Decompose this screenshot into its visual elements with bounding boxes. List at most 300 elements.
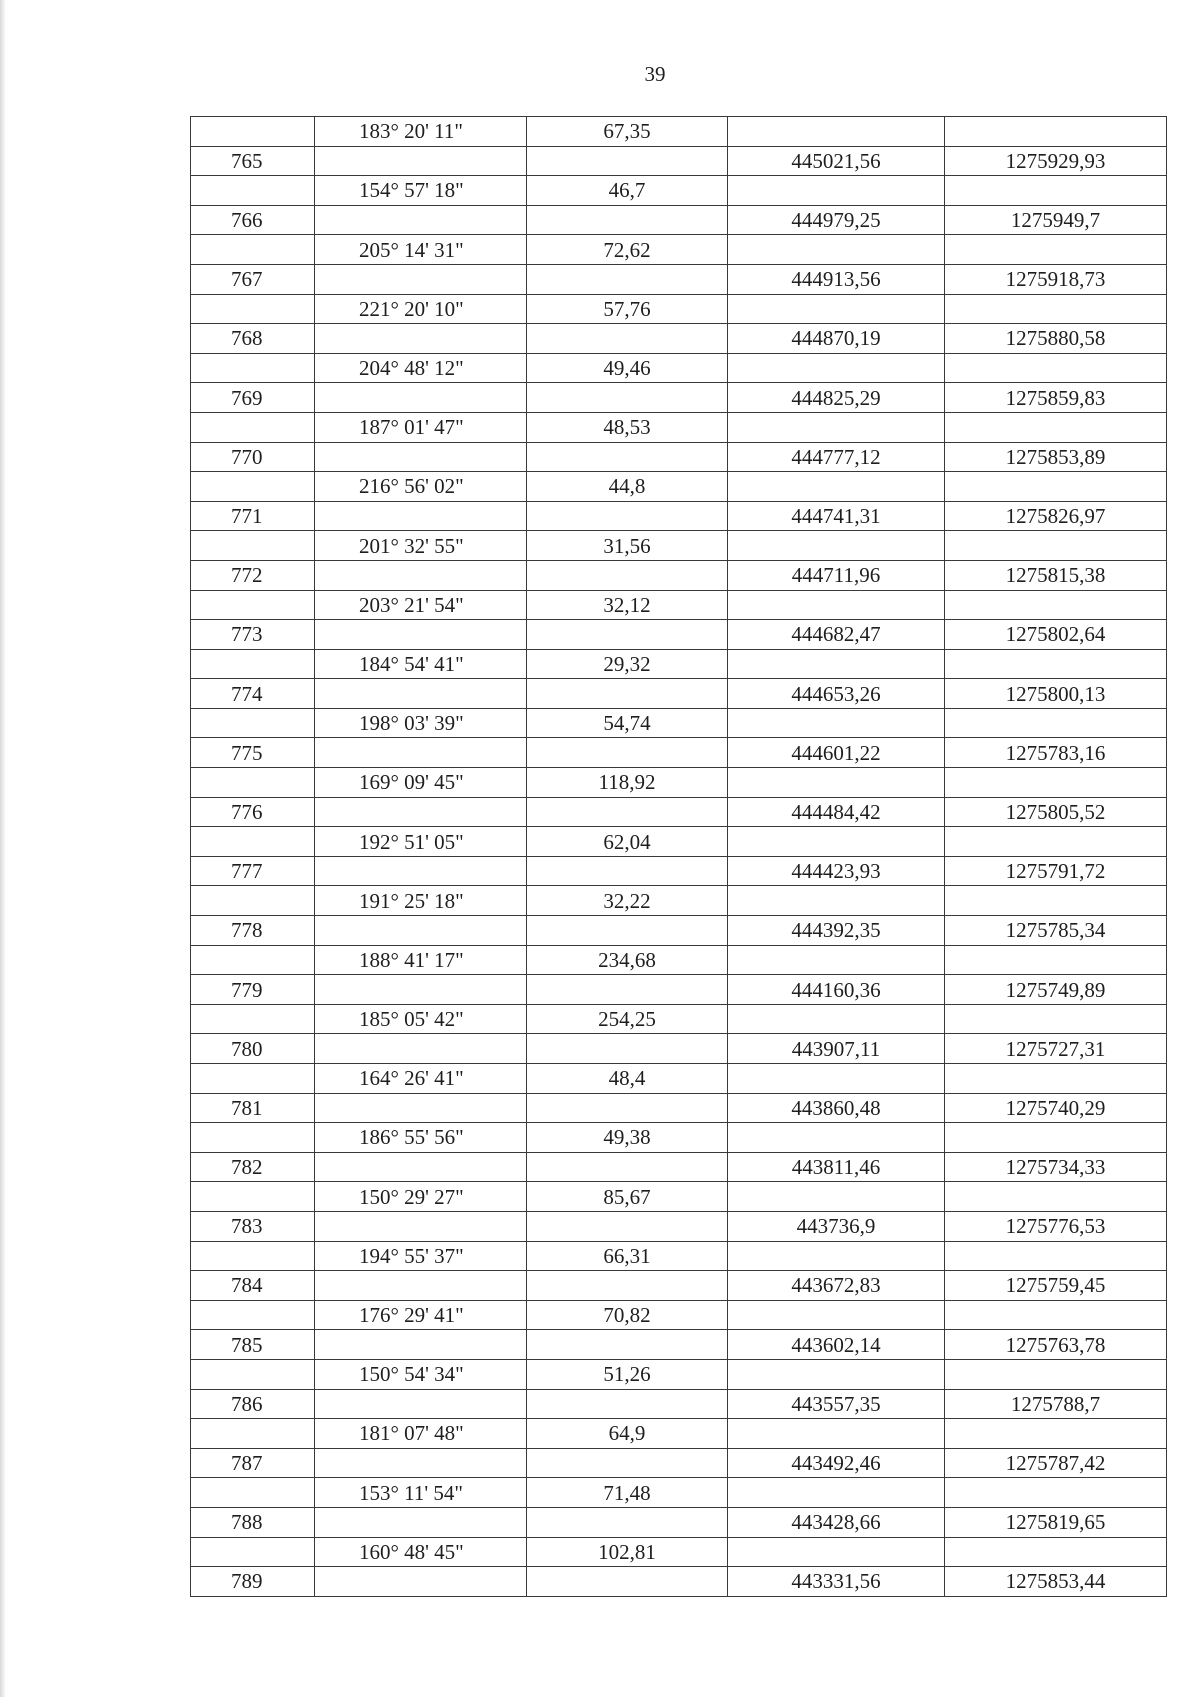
direction-angle-cell — [315, 1152, 527, 1182]
y-coordinate-cell: 1275787,42 — [945, 1448, 1167, 1478]
point-row — [191, 1034, 1167, 1064]
x-coordinate-cell: 443860,48 — [728, 1093, 945, 1123]
segment-row — [191, 1182, 1167, 1212]
x-coordinate-cell: 443672,83 — [728, 1271, 945, 1301]
distance-cell — [527, 560, 728, 590]
point-row — [191, 146, 1167, 176]
point-number-cell: 769 — [191, 383, 315, 413]
segment-row — [191, 590, 1167, 620]
x-coordinate-cell — [728, 768, 945, 798]
x-coordinate-cell: 444825,29 — [728, 383, 945, 413]
direction-angle-cell — [315, 620, 527, 650]
point-number-cell — [191, 412, 315, 442]
distance-cell — [527, 1152, 728, 1182]
direction-angle-cell: 154° 57' 18" — [315, 176, 527, 206]
direction-angle-cell: 191° 25' 18" — [315, 886, 527, 916]
point-number-cell: 770 — [191, 442, 315, 472]
y-coordinate-cell — [945, 353, 1167, 383]
point-row — [191, 264, 1167, 294]
x-coordinate-cell — [728, 886, 945, 916]
segment-row — [191, 1537, 1167, 1567]
distance-cell: 57,76 — [527, 294, 728, 324]
y-coordinate-cell — [945, 117, 1167, 147]
y-coordinate-cell: 1275918,73 — [945, 264, 1167, 294]
x-coordinate-cell: 445021,56 — [728, 146, 945, 176]
y-coordinate-cell — [945, 294, 1167, 324]
direction-angle-cell — [315, 738, 527, 768]
x-coordinate-cell — [728, 1004, 945, 1034]
point-number-cell — [191, 590, 315, 620]
point-number-cell: 783 — [191, 1211, 315, 1241]
x-coordinate-cell: 444979,25 — [728, 205, 945, 235]
y-coordinate-cell — [945, 412, 1167, 442]
segment-row — [191, 886, 1167, 916]
point-number-cell — [191, 886, 315, 916]
x-coordinate-cell: 444601,22 — [728, 738, 945, 768]
direction-angle-cell — [315, 1448, 527, 1478]
direction-angle-cell: 169° 09' 45" — [315, 768, 527, 798]
point-number-cell: 788 — [191, 1507, 315, 1537]
x-coordinate-cell — [728, 235, 945, 265]
x-coordinate-cell — [728, 1182, 945, 1212]
point-number-cell: 765 — [191, 146, 315, 176]
direction-angle-cell: 221° 20' 10" — [315, 294, 527, 324]
x-coordinate-cell — [728, 1064, 945, 1094]
y-coordinate-cell: 1275802,64 — [945, 620, 1167, 650]
point-row — [191, 856, 1167, 886]
y-coordinate-cell: 1275783,16 — [945, 738, 1167, 768]
x-coordinate-cell: 443492,46 — [728, 1448, 945, 1478]
distance-cell: 49,38 — [527, 1123, 728, 1153]
point-row — [191, 1152, 1167, 1182]
point-number-cell: 787 — [191, 1448, 315, 1478]
segment-row — [191, 531, 1167, 561]
point-row — [191, 1211, 1167, 1241]
distance-cell: 102,81 — [527, 1537, 728, 1567]
y-coordinate-cell: 1275819,65 — [945, 1507, 1167, 1537]
distance-cell — [527, 679, 728, 709]
distance-cell: 66,31 — [527, 1241, 728, 1271]
y-coordinate-cell: 1275800,13 — [945, 679, 1167, 709]
point-row — [191, 560, 1167, 590]
distance-cell — [527, 1567, 728, 1597]
point-number-cell: 767 — [191, 264, 315, 294]
segment-row — [191, 768, 1167, 798]
distance-cell — [527, 383, 728, 413]
y-coordinate-cell: 1275749,89 — [945, 975, 1167, 1005]
x-coordinate-cell — [728, 117, 945, 147]
y-coordinate-cell — [945, 1004, 1167, 1034]
point-row — [191, 620, 1167, 650]
direction-angle-cell — [315, 1330, 527, 1360]
y-coordinate-cell — [945, 1182, 1167, 1212]
direction-angle-cell — [315, 1507, 527, 1537]
point-number-cell — [191, 1004, 315, 1034]
point-number-cell — [191, 649, 315, 679]
x-coordinate-cell — [728, 1359, 945, 1389]
y-coordinate-cell: 1275776,53 — [945, 1211, 1167, 1241]
point-number-cell: 774 — [191, 679, 315, 709]
segment-row — [191, 294, 1167, 324]
y-coordinate-cell: 1275759,45 — [945, 1271, 1167, 1301]
segment-row — [191, 1241, 1167, 1271]
y-coordinate-cell — [945, 768, 1167, 798]
direction-angle-cell: 150° 29' 27" — [315, 1182, 527, 1212]
distance-cell — [527, 1507, 728, 1537]
segment-row — [191, 1004, 1167, 1034]
distance-cell: 85,67 — [527, 1182, 728, 1212]
direction-angle-cell: 201° 32' 55" — [315, 531, 527, 561]
point-number-cell — [191, 1419, 315, 1449]
x-coordinate-cell — [728, 176, 945, 206]
y-coordinate-cell — [945, 472, 1167, 502]
distance-cell: 118,92 — [527, 768, 728, 798]
segment-row — [191, 235, 1167, 265]
direction-angle-cell: 192° 51' 05" — [315, 827, 527, 857]
point-number-cell — [191, 1064, 315, 1094]
x-coordinate-cell — [728, 472, 945, 502]
point-number-cell: 785 — [191, 1330, 315, 1360]
y-coordinate-cell: 1275763,78 — [945, 1330, 1167, 1360]
direction-angle-cell — [315, 856, 527, 886]
y-coordinate-cell — [945, 1064, 1167, 1094]
y-coordinate-cell: 1275740,29 — [945, 1093, 1167, 1123]
x-coordinate-cell — [728, 1123, 945, 1153]
direction-angle-cell — [315, 383, 527, 413]
point-number-cell — [191, 1241, 315, 1271]
y-coordinate-cell: 1275805,52 — [945, 797, 1167, 827]
point-number-cell — [191, 353, 315, 383]
y-coordinate-cell: 1275734,33 — [945, 1152, 1167, 1182]
distance-cell — [527, 146, 728, 176]
distance-cell — [527, 916, 728, 946]
distance-cell: 54,74 — [527, 708, 728, 738]
distance-cell: 32,22 — [527, 886, 728, 916]
x-coordinate-cell — [728, 1241, 945, 1271]
point-number-cell — [191, 1478, 315, 1508]
x-coordinate-cell — [728, 1537, 945, 1567]
point-row — [191, 205, 1167, 235]
y-coordinate-cell — [945, 1419, 1167, 1449]
distance-cell — [527, 1330, 728, 1360]
point-row — [191, 679, 1167, 709]
y-coordinate-cell — [945, 1359, 1167, 1389]
direction-angle-cell — [315, 146, 527, 176]
direction-angle-cell: 153° 11' 54" — [315, 1478, 527, 1508]
y-coordinate-cell: 1275788,7 — [945, 1389, 1167, 1419]
x-coordinate-cell: 444777,12 — [728, 442, 945, 472]
point-number-cell: 775 — [191, 738, 315, 768]
x-coordinate-cell — [728, 827, 945, 857]
direction-angle-cell — [315, 975, 527, 1005]
page-number: 39 — [644, 62, 666, 86]
point-row — [191, 1389, 1167, 1419]
direction-angle-cell: 183° 20' 11" — [315, 117, 527, 147]
point-number-cell: 778 — [191, 916, 315, 946]
distance-cell — [527, 856, 728, 886]
segment-row — [191, 176, 1167, 206]
point-number-cell: 789 — [191, 1567, 315, 1597]
x-coordinate-cell: 443907,11 — [728, 1034, 945, 1064]
point-number-cell — [191, 1300, 315, 1330]
distance-cell — [527, 1211, 728, 1241]
y-coordinate-cell: 1275727,31 — [945, 1034, 1167, 1064]
x-coordinate-cell: 443736,9 — [728, 1211, 945, 1241]
point-number-cell — [191, 117, 315, 147]
point-number-cell — [191, 235, 315, 265]
x-coordinate-cell — [728, 1478, 945, 1508]
direction-angle-cell — [315, 1211, 527, 1241]
distance-cell: 64,9 — [527, 1419, 728, 1449]
segment-row — [191, 708, 1167, 738]
direction-angle-cell — [315, 679, 527, 709]
x-coordinate-cell — [728, 590, 945, 620]
distance-cell: 44,8 — [527, 472, 728, 502]
y-coordinate-cell — [945, 1241, 1167, 1271]
y-coordinate-cell: 1275826,97 — [945, 501, 1167, 531]
segment-row — [191, 412, 1167, 442]
direction-angle-cell: 204° 48' 12" — [315, 353, 527, 383]
y-coordinate-cell — [945, 886, 1167, 916]
distance-cell — [527, 1389, 728, 1419]
y-coordinate-cell: 1275791,72 — [945, 856, 1167, 886]
direction-angle-cell — [315, 560, 527, 590]
segment-row — [191, 945, 1167, 975]
x-coordinate-cell: 444160,36 — [728, 975, 945, 1005]
x-coordinate-cell — [728, 353, 945, 383]
x-coordinate-cell — [728, 708, 945, 738]
y-coordinate-cell — [945, 1123, 1167, 1153]
point-number-cell — [191, 472, 315, 502]
y-coordinate-cell: 1275785,34 — [945, 916, 1167, 946]
point-number-cell — [191, 1123, 315, 1153]
y-coordinate-cell: 1275853,44 — [945, 1567, 1167, 1597]
segment-row — [191, 827, 1167, 857]
x-coordinate-cell: 444913,56 — [728, 264, 945, 294]
y-coordinate-cell: 1275853,89 — [945, 442, 1167, 472]
x-coordinate-cell: 443331,56 — [728, 1567, 945, 1597]
point-row — [191, 916, 1167, 946]
direction-angle-cell — [315, 1567, 527, 1597]
x-coordinate-cell — [728, 294, 945, 324]
direction-angle-cell — [315, 1093, 527, 1123]
scan-edge-shadow — [0, 0, 6, 1697]
segment-row — [191, 1478, 1167, 1508]
x-coordinate-cell: 444870,19 — [728, 324, 945, 354]
x-coordinate-cell — [728, 945, 945, 975]
distance-cell: 234,68 — [527, 945, 728, 975]
direction-angle-cell — [315, 324, 527, 354]
x-coordinate-cell: 443428,66 — [728, 1507, 945, 1537]
x-coordinate-cell — [728, 1419, 945, 1449]
direction-angle-cell — [315, 916, 527, 946]
point-row — [191, 1330, 1167, 1360]
direction-angle-cell: 164° 26' 41" — [315, 1064, 527, 1094]
distance-cell — [527, 264, 728, 294]
x-coordinate-cell: 444711,96 — [728, 560, 945, 590]
direction-angle-cell: 181° 07' 48" — [315, 1419, 527, 1449]
x-coordinate-cell: 444653,26 — [728, 679, 945, 709]
distance-cell: 49,46 — [527, 353, 728, 383]
direction-angle-cell: 184° 54' 41" — [315, 649, 527, 679]
x-coordinate-cell: 444423,93 — [728, 856, 945, 886]
distance-cell: 72,62 — [527, 235, 728, 265]
direction-angle-cell: 194° 55' 37" — [315, 1241, 527, 1271]
direction-angle-cell — [315, 264, 527, 294]
segment-row — [191, 472, 1167, 502]
point-row — [191, 1093, 1167, 1123]
y-coordinate-cell: 1275929,93 — [945, 146, 1167, 176]
point-number-cell — [191, 827, 315, 857]
point-number-cell: 781 — [191, 1093, 315, 1123]
distance-cell: 71,48 — [527, 1478, 728, 1508]
x-coordinate-cell — [728, 649, 945, 679]
point-number-cell: 771 — [191, 501, 315, 531]
x-coordinate-cell: 443602,14 — [728, 1330, 945, 1360]
distance-cell — [527, 205, 728, 235]
point-row — [191, 1448, 1167, 1478]
point-number-cell: 772 — [191, 560, 315, 590]
point-row — [191, 324, 1167, 354]
distance-cell — [527, 738, 728, 768]
segment-row — [191, 1300, 1167, 1330]
y-coordinate-cell: 1275880,58 — [945, 324, 1167, 354]
point-row — [191, 383, 1167, 413]
direction-angle-cell: 185° 05' 42" — [315, 1004, 527, 1034]
segment-row — [191, 117, 1167, 147]
point-number-cell — [191, 1182, 315, 1212]
point-number-cell — [191, 708, 315, 738]
segment-row — [191, 1359, 1167, 1389]
direction-angle-cell — [315, 1389, 527, 1419]
point-number-cell: 779 — [191, 975, 315, 1005]
direction-angle-cell: 205° 14' 31" — [315, 235, 527, 265]
point-number-cell — [191, 945, 315, 975]
coordinates-table — [190, 116, 1167, 1597]
segment-row — [191, 1123, 1167, 1153]
distance-cell — [527, 975, 728, 1005]
point-row — [191, 975, 1167, 1005]
direction-angle-cell: 216° 56' 02" — [315, 472, 527, 502]
y-coordinate-cell — [945, 827, 1167, 857]
distance-cell — [527, 324, 728, 354]
x-coordinate-cell — [728, 412, 945, 442]
y-coordinate-cell — [945, 1537, 1167, 1567]
x-coordinate-cell: 443557,35 — [728, 1389, 945, 1419]
point-number-cell: 768 — [191, 324, 315, 354]
distance-cell — [527, 1448, 728, 1478]
point-number-cell: 784 — [191, 1271, 315, 1301]
x-coordinate-cell: 443811,46 — [728, 1152, 945, 1182]
point-number-cell — [191, 176, 315, 206]
coordinates-table-body — [191, 117, 1167, 1597]
distance-cell — [527, 797, 728, 827]
distance-cell: 46,7 — [527, 176, 728, 206]
x-coordinate-cell: 444392,35 — [728, 916, 945, 946]
point-number-cell — [191, 768, 315, 798]
point-number-cell: 780 — [191, 1034, 315, 1064]
y-coordinate-cell — [945, 176, 1167, 206]
point-number-cell: 766 — [191, 205, 315, 235]
distance-cell: 32,12 — [527, 590, 728, 620]
y-coordinate-cell — [945, 531, 1167, 561]
direction-angle-cell — [315, 1034, 527, 1064]
direction-angle-cell: 176° 29' 41" — [315, 1300, 527, 1330]
y-coordinate-cell: 1275815,38 — [945, 560, 1167, 590]
distance-cell — [527, 1271, 728, 1301]
distance-cell: 48,4 — [527, 1064, 728, 1094]
point-number-cell: 773 — [191, 620, 315, 650]
point-number-cell: 786 — [191, 1389, 315, 1419]
y-coordinate-cell — [945, 708, 1167, 738]
distance-cell — [527, 442, 728, 472]
segment-row — [191, 1419, 1167, 1449]
y-coordinate-cell — [945, 649, 1167, 679]
direction-angle-cell: 203° 21' 54" — [315, 590, 527, 620]
distance-cell: 62,04 — [527, 827, 728, 857]
y-coordinate-cell: 1275859,83 — [945, 383, 1167, 413]
x-coordinate-cell: 444682,47 — [728, 620, 945, 650]
x-coordinate-cell — [728, 531, 945, 561]
x-coordinate-cell: 444484,42 — [728, 797, 945, 827]
direction-angle-cell: 160° 48' 45" — [315, 1537, 527, 1567]
y-coordinate-cell — [945, 235, 1167, 265]
point-row — [191, 1567, 1167, 1597]
distance-cell: 48,53 — [527, 412, 728, 442]
y-coordinate-cell: 1275949,7 — [945, 205, 1167, 235]
y-coordinate-cell — [945, 945, 1167, 975]
distance-cell — [527, 1034, 728, 1064]
direction-angle-cell: 198° 03' 39" — [315, 708, 527, 738]
segment-row — [191, 353, 1167, 383]
point-number-cell — [191, 1537, 315, 1567]
point-number-cell — [191, 1359, 315, 1389]
direction-angle-cell — [315, 1271, 527, 1301]
point-row — [191, 1507, 1167, 1537]
distance-cell — [527, 620, 728, 650]
direction-angle-cell — [315, 501, 527, 531]
distance-cell: 254,25 — [527, 1004, 728, 1034]
point-row — [191, 797, 1167, 827]
point-number-cell — [191, 531, 315, 561]
segment-row — [191, 649, 1167, 679]
direction-angle-cell — [315, 205, 527, 235]
point-number-cell: 777 — [191, 856, 315, 886]
distance-cell: 70,82 — [527, 1300, 728, 1330]
direction-angle-cell — [315, 797, 527, 827]
distance-cell: 67,35 — [527, 117, 728, 147]
distance-cell — [527, 501, 728, 531]
direction-angle-cell: 150° 54' 34" — [315, 1359, 527, 1389]
direction-angle-cell: 188° 41' 17" — [315, 945, 527, 975]
point-number-cell — [191, 294, 315, 324]
direction-angle-cell: 186° 55' 56" — [315, 1123, 527, 1153]
y-coordinate-cell — [945, 590, 1167, 620]
direction-angle-cell: 187° 01' 47" — [315, 412, 527, 442]
point-row — [191, 442, 1167, 472]
distance-cell: 29,32 — [527, 649, 728, 679]
point-row — [191, 1271, 1167, 1301]
point-row — [191, 501, 1167, 531]
x-coordinate-cell: 444741,31 — [728, 501, 945, 531]
y-coordinate-cell — [945, 1478, 1167, 1508]
point-number-cell: 782 — [191, 1152, 315, 1182]
point-number-cell: 776 — [191, 797, 315, 827]
direction-angle-cell — [315, 442, 527, 472]
y-coordinate-cell — [945, 1300, 1167, 1330]
distance-cell — [527, 1093, 728, 1123]
distance-cell: 51,26 — [527, 1359, 728, 1389]
